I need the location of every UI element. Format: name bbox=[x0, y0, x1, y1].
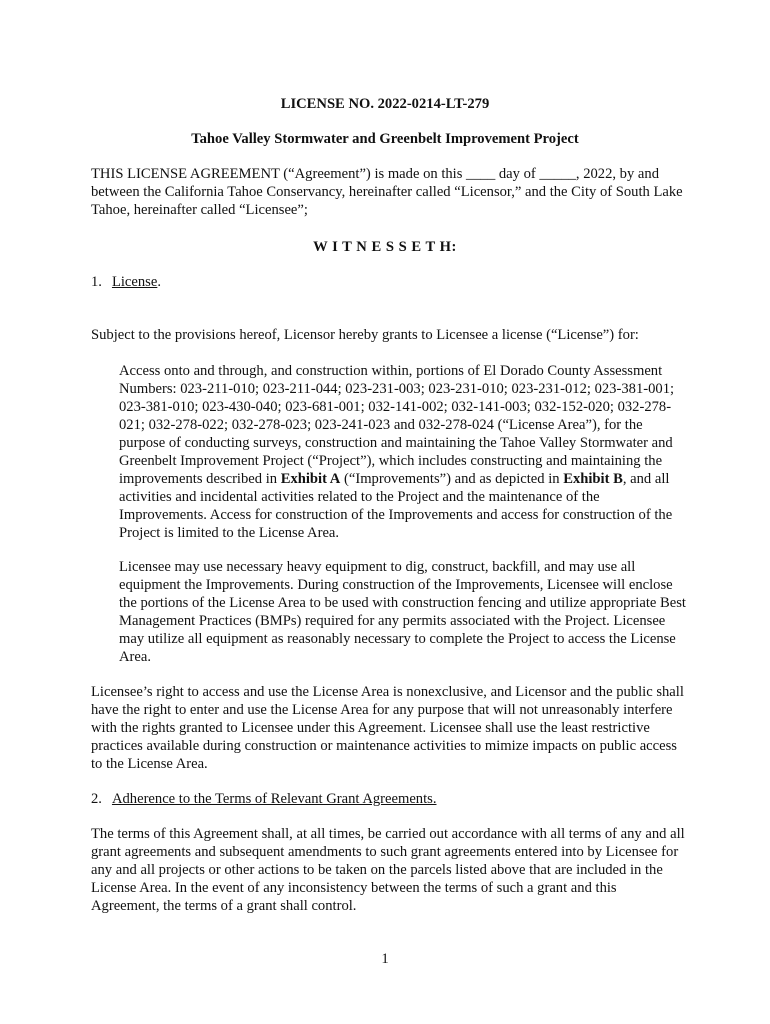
grant-paragraph: Subject to the provisions hereof, Licensor hereby grants to Licensee a license (“License”) for: bbox=[91, 327, 639, 343]
section-1-title: License bbox=[111, 274, 158, 290]
license-number: LICENSE NO. 2022-0214-LT-279 bbox=[280, 96, 490, 112]
project-title: Tahoe Valley Stormwater and Greenbelt Improvement Project bbox=[191, 131, 579, 147]
section-2-body: The terms of this Agreement shall, at all times, be carried out accordance with all terms of any and all grant agreements and subsequent amendments to such grant agreements entered into by Licensee for any and all projects or other actions to be taken on the parcels listed above that are included in the License Area. In the event of any inconsistency between the terms of such a grant and this Agreement, the terms of a grant shall control. bbox=[91, 826, 685, 914]
section-2-title: Adherence to the Terms of Relevant Grant Agreements. bbox=[111, 791, 437, 807]
access-paragraph bbox=[119, 362, 687, 542]
witnesseth-heading: W I T N E S S E T H: bbox=[313, 239, 457, 255]
access-text-1: Access onto and through, and construction within, portions of El Dorado County Assessment Numbers: 023-211-010; 023-211-044; 023-231-003; 023-231-010; 023-231-012; 023-381-001; 023-381-010; 023-430-040; 023-681-001; 032-141-002; 032-141-003; 032-152-020; 032-278-021; 032-278-022; 032-278-023; 023-241-023 and 032-278-024 (“License Area”), for the purpose of conducting surveys, construction and maintaining the Tahoe Valley Stormwater and Greenbelt Improvement Project (“Project”), which includes constructing and maintaining the improvements described in bbox=[119, 363, 675, 487]
exhibit-a-ref: Exhibit A bbox=[280, 471, 341, 487]
equipment-paragraph: Licensee may use necessary heavy equipment to dig, construct, backfill, and may use all equipment the Improvements. During construction of the Improvements, Licensee will enclose the portions of the License Area to be used with construction fencing and utilize appropriate Best Management Practices (BMPs) required for any permits associated with the Project. Licensee may utilize all equipment as reasonably necessary to complete the Project to access the License Area. bbox=[119, 559, 686, 665]
intro-paragraph: THIS LICENSE AGREEMENT (“Agreement”) is made on this ____ day of _____, 2022, by and between the California Tahoe Conservancy, hereinafter called “Licensor,” and the City of South Lake Tahoe, hereinafter called “Licensee”; bbox=[91, 166, 683, 218]
section-2-heading bbox=[91, 790, 687, 808]
section-1-title-punct: . bbox=[157, 274, 161, 290]
section-1-heading bbox=[91, 273, 687, 291]
page-number: 1 bbox=[381, 951, 389, 967]
section-1-number: 1. bbox=[91, 274, 102, 290]
access-text-2: (“Improvements”) and as depicted in bbox=[340, 471, 564, 487]
section-2-number: 2. bbox=[91, 791, 102, 807]
exhibit-b-ref: Exhibit B bbox=[563, 471, 623, 487]
rights-paragraph: Licensee’s right to access and use the License Area is nonexclusive, and Licensor and the public shall have the right to enter and use the License Area for any purpose that will not unreasonably interfere with the rights granted to Licensee under this Agreement. Licensee shall use the least restrictive practices available during construction or maintenance activities to mimize impacts on public access to the License Area. bbox=[91, 684, 684, 772]
access-text-3: , and all activities and incidental activities related to the Project and the maintenance of the Improvements. Access for construction of the Improvements and access for construction of the Project is limited to the License Area. bbox=[119, 471, 673, 541]
